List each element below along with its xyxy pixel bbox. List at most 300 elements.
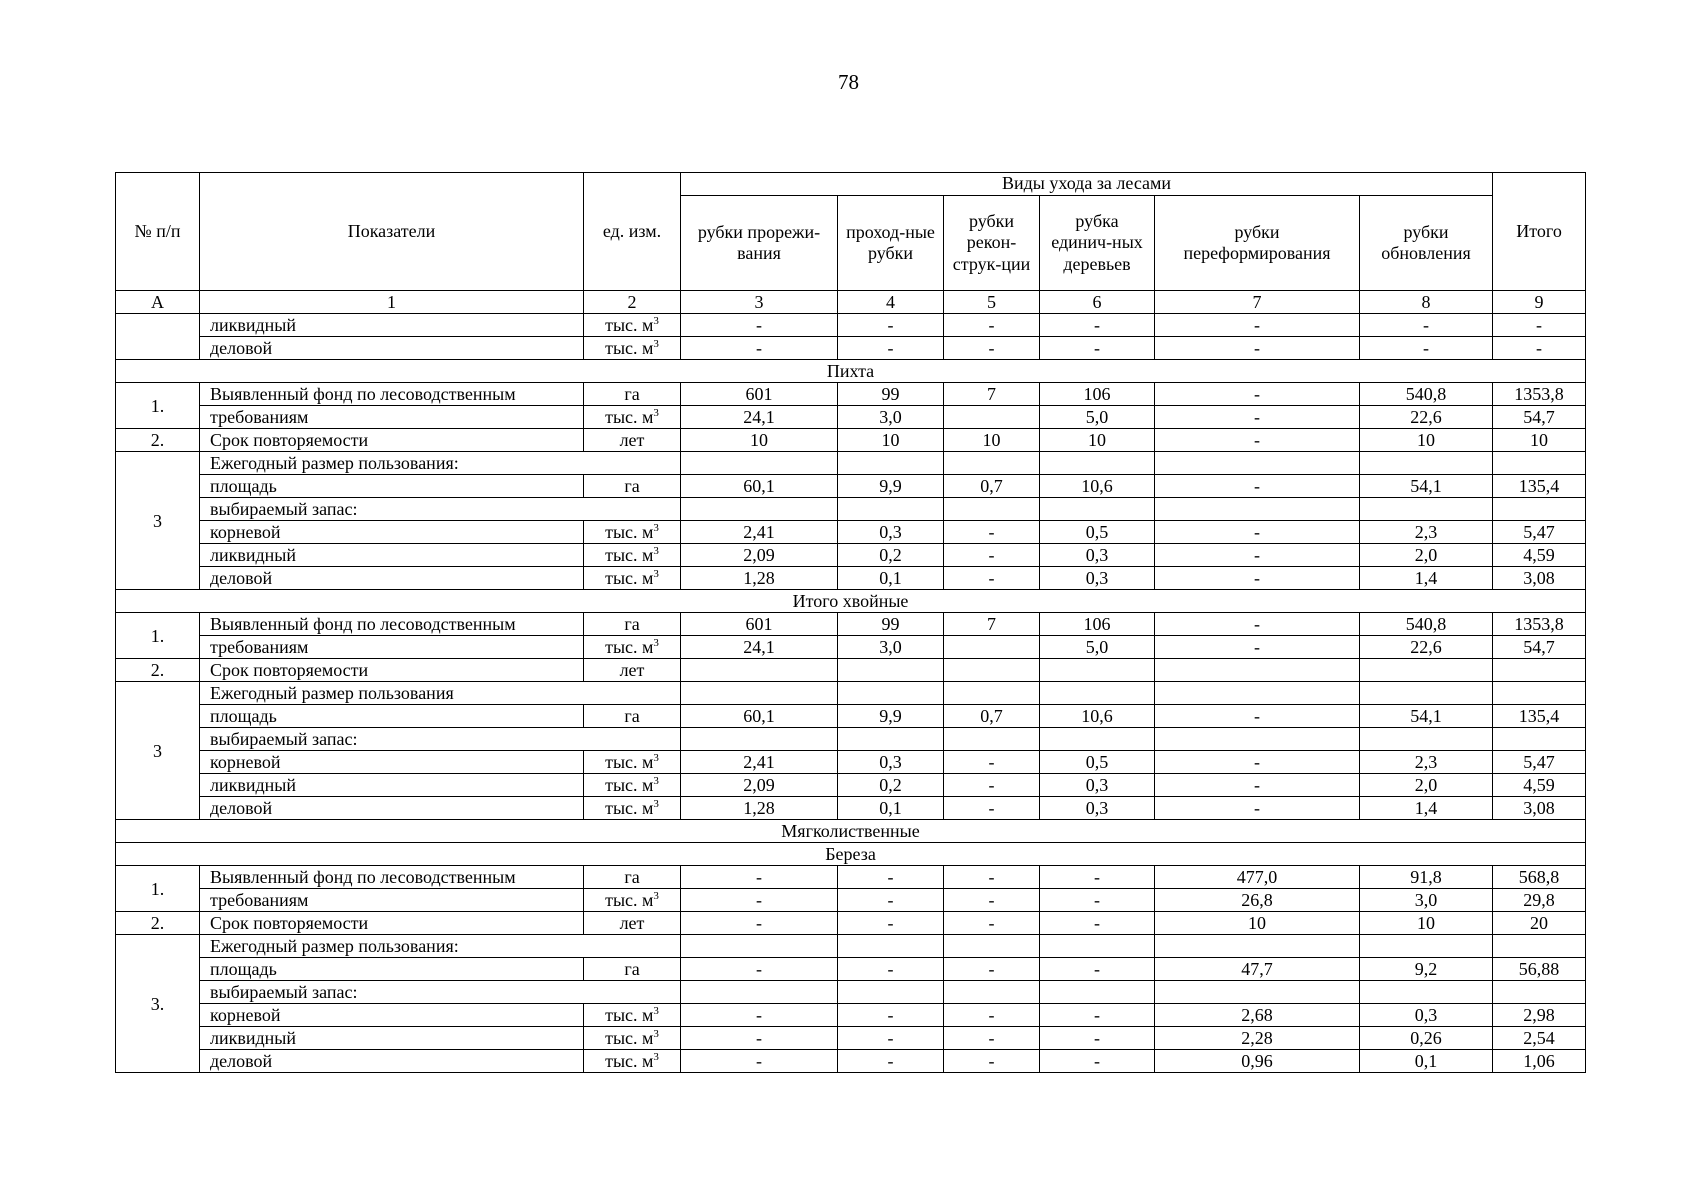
- value-cell: [1493, 728, 1586, 751]
- table-row: [116, 544, 1586, 567]
- value-cell: 135,4: [1493, 705, 1586, 728]
- value-cell: [1155, 452, 1360, 475]
- value-cell: -: [1155, 429, 1360, 452]
- value-cell: [681, 682, 838, 705]
- value-cell: 135,4: [1493, 475, 1586, 498]
- value-cell: [1360, 659, 1493, 682]
- value-cell: [1040, 981, 1155, 1004]
- value-cell: 60,1: [681, 475, 838, 498]
- table-row: [116, 613, 1586, 636]
- unit-text: тыс. м: [605, 637, 654, 657]
- index-cell: 2: [584, 291, 681, 314]
- value-cell: 0,3: [1040, 774, 1155, 797]
- value-cell: 0,3: [1360, 1004, 1493, 1027]
- value-cell: 9,9: [838, 475, 944, 498]
- value-cell: 0,2: [838, 544, 944, 567]
- row-label: выбираемый запас:: [200, 728, 681, 751]
- value-cell: 0,1: [1360, 1050, 1493, 1073]
- value-cell: [1360, 935, 1493, 958]
- value-cell: -: [944, 1027, 1040, 1050]
- value-cell: [1155, 728, 1360, 751]
- value-cell: -: [1155, 797, 1360, 820]
- table-row: [116, 728, 1586, 751]
- value-cell: [1040, 452, 1155, 475]
- value-cell: 54,1: [1360, 705, 1493, 728]
- section-row: [116, 590, 1586, 613]
- value-cell: -: [838, 889, 944, 912]
- unit-superscript: 3: [653, 522, 659, 534]
- unit-text: га: [624, 614, 640, 634]
- unit-text: лет: [619, 430, 645, 450]
- value-cell: -: [681, 1050, 838, 1073]
- value-cell: -: [1155, 567, 1360, 590]
- value-cell: [1360, 728, 1493, 751]
- value-cell: [944, 981, 1040, 1004]
- row-unit: [584, 751, 681, 774]
- value-cell: 60,1: [681, 705, 838, 728]
- unit-text: га: [624, 476, 640, 496]
- value-cell: 10: [1155, 912, 1360, 935]
- row-label: ликвидный: [200, 1027, 584, 1050]
- value-cell: 0,3: [838, 751, 944, 774]
- index-cell: 7: [1155, 291, 1360, 314]
- row-number: 2.: [116, 429, 200, 452]
- row-label: требованиям: [200, 406, 584, 429]
- value-cell: 3,08: [1493, 567, 1586, 590]
- value-cell: -: [681, 912, 838, 935]
- value-cell: -: [1155, 774, 1360, 797]
- table-row: [116, 429, 1586, 452]
- row-unit: [584, 958, 681, 981]
- table-row: [116, 935, 1586, 958]
- row-unit: [584, 912, 681, 935]
- value-cell: [1155, 659, 1360, 682]
- row-unit: [584, 797, 681, 820]
- value-cell: -: [681, 958, 838, 981]
- row-unit: [584, 544, 681, 567]
- value-cell: [838, 452, 944, 475]
- value-cell: 10: [681, 429, 838, 452]
- unit-text: тыс. м: [605, 545, 654, 565]
- row-label: выбираемый запас:: [200, 498, 681, 521]
- value-cell: [944, 498, 1040, 521]
- row-number: [116, 314, 200, 360]
- value-cell: 0,3: [838, 521, 944, 544]
- header-col-single-trees: рубка единич-ных деревьев: [1040, 196, 1155, 291]
- row-unit: [584, 521, 681, 544]
- value-cell: -: [681, 1004, 838, 1027]
- unit-superscript: 3: [653, 545, 659, 557]
- value-cell: -: [681, 1027, 838, 1050]
- value-cell: [944, 728, 1040, 751]
- value-cell: -: [1155, 406, 1360, 429]
- row-label: площадь: [200, 475, 584, 498]
- table-row: [116, 866, 1586, 889]
- value-cell: 0,1: [838, 797, 944, 820]
- value-cell: 24,1: [681, 636, 838, 659]
- value-cell: 2,0: [1360, 544, 1493, 567]
- value-cell: -: [944, 314, 1040, 337]
- row-label: деловой: [200, 797, 584, 820]
- value-cell: [1040, 935, 1155, 958]
- value-cell: 601: [681, 613, 838, 636]
- row-unit: [584, 1027, 681, 1050]
- value-cell: -: [944, 774, 1040, 797]
- table-row: [116, 1050, 1586, 1073]
- value-cell: -: [1155, 337, 1360, 360]
- value-cell: 1,4: [1360, 797, 1493, 820]
- value-cell: 54,7: [1493, 636, 1586, 659]
- table-row: [116, 958, 1586, 981]
- header-indicator: Показатели: [200, 173, 584, 291]
- value-cell: 5,0: [1040, 406, 1155, 429]
- value-cell: -: [1040, 866, 1155, 889]
- value-cell: [1360, 981, 1493, 1004]
- value-cell: [838, 498, 944, 521]
- unit-text: тыс. м: [605, 775, 654, 795]
- value-cell: 7: [944, 383, 1040, 406]
- value-cell: [681, 659, 838, 682]
- row-unit: [584, 337, 681, 360]
- value-cell: -: [944, 337, 1040, 360]
- row-unit: [584, 567, 681, 590]
- value-cell: 54,7: [1493, 406, 1586, 429]
- value-cell: 1,4: [1360, 567, 1493, 590]
- value-cell: [1360, 498, 1493, 521]
- row-unit: [584, 889, 681, 912]
- row-label: ликвидный: [200, 774, 584, 797]
- value-cell: 29,8: [1493, 889, 1586, 912]
- value-cell: 4,59: [1493, 774, 1586, 797]
- value-cell: -: [1040, 337, 1155, 360]
- unit-text: тыс. м: [605, 890, 654, 910]
- row-unit: [584, 613, 681, 636]
- unit-superscript: 3: [653, 1028, 659, 1040]
- value-cell: 91,8: [1360, 866, 1493, 889]
- value-cell: -: [944, 751, 1040, 774]
- value-cell: -: [1040, 958, 1155, 981]
- table-row: [116, 797, 1586, 820]
- value-cell: -: [838, 912, 944, 935]
- row-unit: [584, 429, 681, 452]
- value-cell: [944, 659, 1040, 682]
- value-cell: -: [944, 889, 1040, 912]
- table-row: [116, 682, 1586, 705]
- value-cell: 10,6: [1040, 475, 1155, 498]
- value-cell: [1360, 452, 1493, 475]
- value-cell: 1,06: [1493, 1050, 1586, 1073]
- value-cell: 2,3: [1360, 521, 1493, 544]
- unit-text: лет: [619, 660, 645, 680]
- value-cell: -: [944, 567, 1040, 590]
- unit-text: тыс. м: [605, 1028, 654, 1048]
- value-cell: 10: [1360, 429, 1493, 452]
- value-cell: [944, 406, 1040, 429]
- value-cell: 540,8: [1360, 383, 1493, 406]
- value-cell: 2,41: [681, 751, 838, 774]
- index-cell: 8: [1360, 291, 1493, 314]
- value-cell: 2,3: [1360, 751, 1493, 774]
- unit-text: тыс. м: [605, 568, 654, 588]
- value-cell: -: [1040, 1027, 1155, 1050]
- value-cell: 2,41: [681, 521, 838, 544]
- row-label: ликвидный: [200, 544, 584, 567]
- value-cell: [944, 935, 1040, 958]
- row-number: 3.: [116, 935, 200, 1073]
- section-title: Мягколиственные: [116, 820, 1586, 843]
- value-cell: -: [1155, 521, 1360, 544]
- value-cell: 0,26: [1360, 1027, 1493, 1050]
- value-cell: [1155, 981, 1360, 1004]
- unit-text: тыс. м: [605, 407, 654, 427]
- value-cell: [1155, 682, 1360, 705]
- value-cell: 568,8: [1493, 866, 1586, 889]
- header-group: Виды ухода за лесами: [681, 173, 1493, 196]
- value-cell: -: [944, 912, 1040, 935]
- value-cell: -: [1155, 613, 1360, 636]
- table-row: [116, 521, 1586, 544]
- value-cell: 3,08: [1493, 797, 1586, 820]
- row-label: Ежегодный размер пользования: [200, 682, 681, 705]
- value-cell: [1155, 498, 1360, 521]
- header-num: № п/п: [116, 173, 200, 291]
- header-col-reformation: рубки переформирования: [1155, 196, 1360, 291]
- row-label: деловой: [200, 337, 584, 360]
- header-col-reconstruction: рубки рекон-струк-ции: [944, 196, 1040, 291]
- value-cell: 7: [944, 613, 1040, 636]
- row-unit: [584, 636, 681, 659]
- row-label: корневой: [200, 521, 584, 544]
- row-unit: [584, 1050, 681, 1073]
- unit-superscript: 3: [653, 775, 659, 787]
- table-row: [116, 567, 1586, 590]
- value-cell: 2,09: [681, 544, 838, 567]
- row-label: деловой: [200, 1050, 584, 1073]
- value-cell: -: [1155, 705, 1360, 728]
- table-row: [116, 1004, 1586, 1027]
- value-cell: [1493, 981, 1586, 1004]
- row-unit: [584, 314, 681, 337]
- section-title: Береза: [116, 843, 1586, 866]
- row-number: 2.: [116, 912, 200, 935]
- index-cell: 4: [838, 291, 944, 314]
- row-label: корневой: [200, 1004, 584, 1027]
- value-cell: 2,98: [1493, 1004, 1586, 1027]
- row-label: требованиям: [200, 889, 584, 912]
- row-unit: [584, 1004, 681, 1027]
- value-cell: -: [944, 958, 1040, 981]
- value-cell: [944, 682, 1040, 705]
- section-row: [116, 843, 1586, 866]
- table-row: [116, 912, 1586, 935]
- value-cell: -: [681, 889, 838, 912]
- value-cell: [1040, 728, 1155, 751]
- row-number: 1.: [116, 383, 200, 429]
- table-row: [116, 337, 1586, 360]
- unit-text: тыс. м: [605, 752, 654, 772]
- value-cell: 56,88: [1493, 958, 1586, 981]
- value-cell: 0,7: [944, 705, 1040, 728]
- value-cell: 540,8: [1360, 613, 1493, 636]
- value-cell: -: [1040, 889, 1155, 912]
- value-cell: 5,0: [1040, 636, 1155, 659]
- row-unit: [584, 774, 681, 797]
- value-cell: 0,2: [838, 774, 944, 797]
- value-cell: -: [944, 544, 1040, 567]
- value-cell: 26,8: [1155, 889, 1360, 912]
- row-label: площадь: [200, 958, 584, 981]
- value-cell: 0,96: [1155, 1050, 1360, 1073]
- index-cell: 6: [1040, 291, 1155, 314]
- value-cell: 2,54: [1493, 1027, 1586, 1050]
- value-cell: 0,3: [1040, 544, 1155, 567]
- index-cell: А: [116, 291, 200, 314]
- table-row: [116, 889, 1586, 912]
- header-row-1: [116, 173, 1586, 196]
- value-cell: 1,28: [681, 567, 838, 590]
- row-unit: [584, 383, 681, 406]
- row-label: Выявленный фонд по лесоводственным: [200, 383, 584, 406]
- row-label: Выявленный фонд по лесоводственным: [200, 613, 584, 636]
- table-row: [116, 636, 1586, 659]
- value-cell: [944, 636, 1040, 659]
- value-cell: -: [1493, 314, 1586, 337]
- value-cell: 2,0: [1360, 774, 1493, 797]
- unit-superscript: 3: [653, 1051, 659, 1063]
- value-cell: 1353,8: [1493, 383, 1586, 406]
- section-title: Пихта: [116, 360, 1586, 383]
- unit-superscript: 3: [653, 338, 659, 350]
- table-row: [116, 475, 1586, 498]
- unit-text: га: [624, 706, 640, 726]
- value-cell: -: [1155, 475, 1360, 498]
- value-cell: [681, 728, 838, 751]
- value-cell: 47,7: [1155, 958, 1360, 981]
- value-cell: 9,2: [1360, 958, 1493, 981]
- value-cell: [838, 935, 944, 958]
- unit-superscript: 3: [653, 637, 659, 649]
- unit-superscript: 3: [653, 407, 659, 419]
- row-label: Срок повторяемости: [200, 659, 584, 682]
- unit-text: лет: [619, 913, 645, 933]
- value-cell: 5,47: [1493, 751, 1586, 774]
- value-cell: 2,09: [681, 774, 838, 797]
- value-cell: -: [838, 1004, 944, 1027]
- value-cell: [1493, 659, 1586, 682]
- value-cell: 99: [838, 383, 944, 406]
- value-cell: 10: [944, 429, 1040, 452]
- value-cell: -: [944, 521, 1040, 544]
- value-cell: 10: [1360, 912, 1493, 935]
- value-cell: [838, 659, 944, 682]
- unit-text: тыс. м: [605, 1005, 654, 1025]
- index-cell: 3: [681, 291, 838, 314]
- value-cell: -: [1155, 544, 1360, 567]
- value-cell: [1040, 498, 1155, 521]
- value-cell: [838, 981, 944, 1004]
- value-cell: -: [1040, 1004, 1155, 1027]
- table-row: [116, 498, 1586, 521]
- row-label: Ежегодный размер пользования:: [200, 935, 681, 958]
- row-label: Срок повторяемости: [200, 912, 584, 935]
- value-cell: 24,1: [681, 406, 838, 429]
- row-label: Ежегодный размер пользования:: [200, 452, 681, 475]
- header-col-renewal: рубки обновления: [1360, 196, 1493, 291]
- value-cell: [1493, 498, 1586, 521]
- value-cell: 9,9: [838, 705, 944, 728]
- section-row: [116, 820, 1586, 843]
- value-cell: 3,0: [838, 406, 944, 429]
- unit-text: тыс. м: [605, 1051, 654, 1071]
- value-cell: 3,0: [838, 636, 944, 659]
- value-cell: 20: [1493, 912, 1586, 935]
- unit-superscript: 3: [653, 890, 659, 902]
- value-cell: 10: [1493, 429, 1586, 452]
- value-cell: -: [1155, 383, 1360, 406]
- value-cell: 0,3: [1040, 797, 1155, 820]
- value-cell: [944, 452, 1040, 475]
- value-cell: [1360, 682, 1493, 705]
- unit-text: га: [624, 959, 640, 979]
- value-cell: 601: [681, 383, 838, 406]
- value-cell: 477,0: [1155, 866, 1360, 889]
- table-row: [116, 751, 1586, 774]
- value-cell: 1,28: [681, 797, 838, 820]
- table-body: [116, 314, 1586, 1073]
- row-label: Выявленный фонд по лесоводственным: [200, 866, 584, 889]
- value-cell: 10: [1040, 429, 1155, 452]
- value-cell: [1493, 935, 1586, 958]
- value-cell: 3,0: [1360, 889, 1493, 912]
- value-cell: -: [681, 314, 838, 337]
- value-cell: -: [1155, 314, 1360, 337]
- table-row: [116, 406, 1586, 429]
- value-cell: 0,1: [838, 567, 944, 590]
- value-cell: -: [838, 866, 944, 889]
- value-cell: -: [1155, 636, 1360, 659]
- row-label: деловой: [200, 567, 584, 590]
- table-row: [116, 452, 1586, 475]
- value-cell: -: [838, 1027, 944, 1050]
- unit-text: га: [624, 384, 640, 404]
- row-number: 3: [116, 452, 200, 590]
- value-cell: 106: [1040, 613, 1155, 636]
- value-cell: [838, 682, 944, 705]
- row-label: выбираемый запас:: [200, 981, 681, 1004]
- row-number: 1.: [116, 613, 200, 659]
- value-cell: 5,47: [1493, 521, 1586, 544]
- value-cell: [681, 981, 838, 1004]
- section-title: Итого хвойные: [116, 590, 1586, 613]
- header-col-thinning: рубки прорежи-вания: [681, 196, 838, 291]
- row-number: 1.: [116, 866, 200, 912]
- header-col-passage: проход-ные рубки: [838, 196, 944, 291]
- value-cell: -: [1360, 337, 1493, 360]
- table-row: [116, 705, 1586, 728]
- value-cell: [838, 728, 944, 751]
- unit-superscript: 3: [653, 568, 659, 580]
- unit-superscript: 3: [653, 798, 659, 810]
- value-cell: -: [1040, 314, 1155, 337]
- value-cell: 10: [838, 429, 944, 452]
- value-cell: -: [1040, 912, 1155, 935]
- value-cell: -: [944, 1004, 1040, 1027]
- index-cell: 5: [944, 291, 1040, 314]
- value-cell: 0,7: [944, 475, 1040, 498]
- row-label: Срок повторяемости: [200, 429, 584, 452]
- row-number: 2.: [116, 659, 200, 682]
- value-cell: -: [838, 337, 944, 360]
